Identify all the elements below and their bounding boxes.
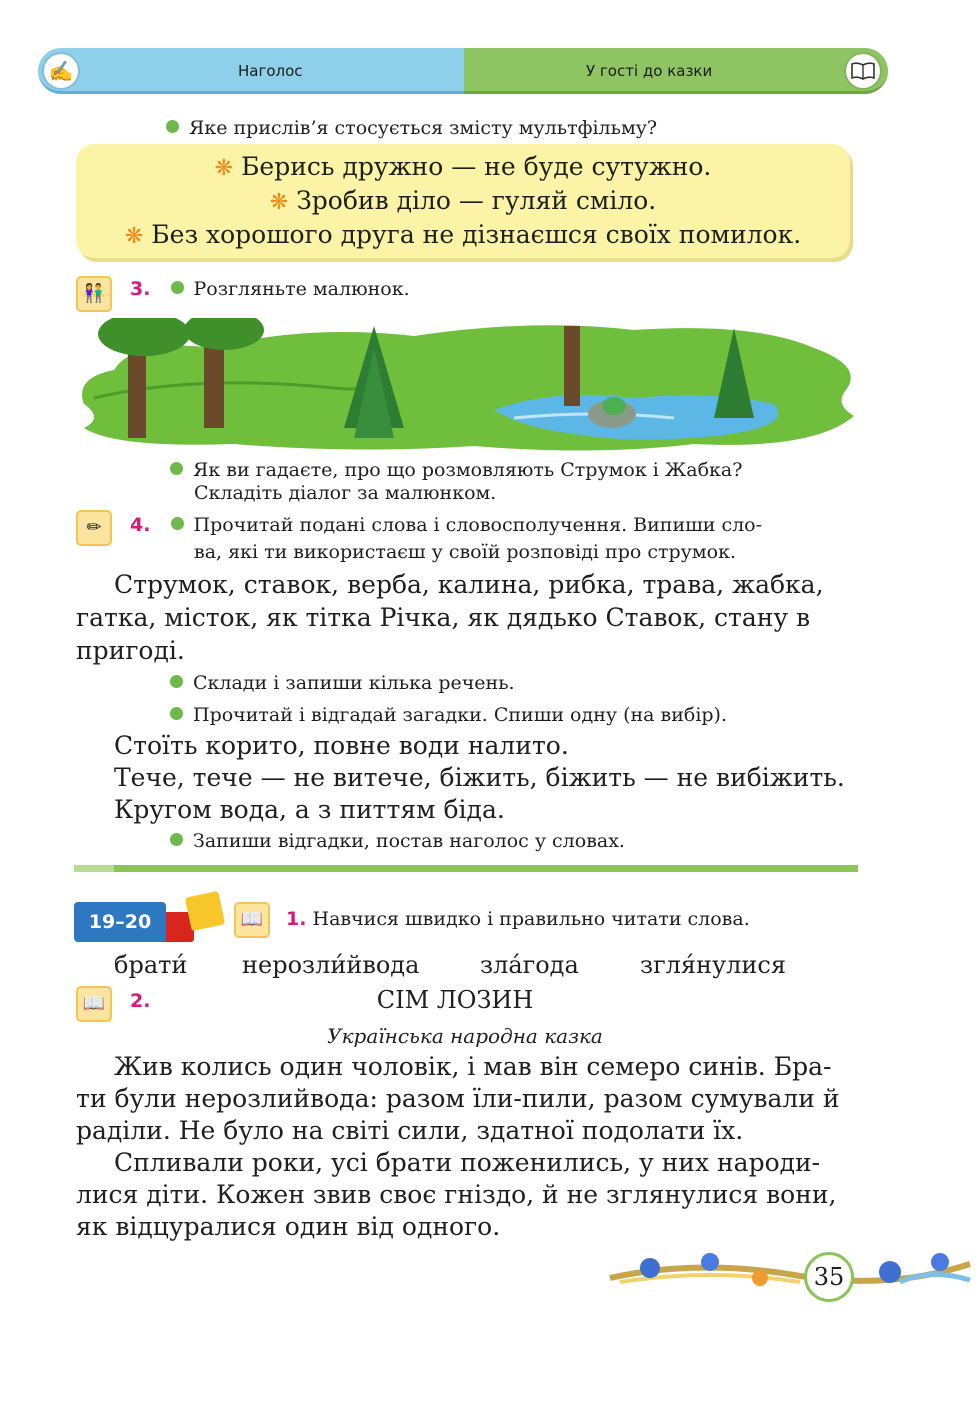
task-3	[130, 278, 410, 300]
task-2-number: 2.	[130, 990, 151, 1012]
flower-icon: ❋	[269, 190, 289, 215]
open-book-icon	[846, 54, 880, 88]
riddle-3: Кругом вода, а з питтям біда.	[114, 795, 505, 824]
story-line-4: Спливали роки, усі брати поженились, у них народи-	[114, 1148, 821, 1177]
proverb-question	[166, 117, 657, 139]
stress-word-4: згля́нулися	[640, 951, 786, 979]
task-1	[286, 908, 750, 930]
words-line-2: гатка, місток, як тітка Річка, як дядько Ставок, стану в	[76, 603, 811, 632]
flower-icon: ❋	[124, 224, 144, 249]
story-line-3: раділи. Не було на світі сили, здатної подолати їх.	[76, 1116, 744, 1145]
proverb-1: ❋ Берись дружно — не буде сутужно.	[214, 152, 712, 181]
words-line-1: Струмок, ставок, верба, калина, рибка, трава, жабка,	[114, 570, 824, 599]
header-left-title: Наголос	[238, 62, 303, 80]
story-line-2: ти були нерозлийвода: разом їли-пили, разом сумували й	[76, 1084, 840, 1113]
bullet-compose: Склади і запиши кілька речень.	[170, 672, 515, 694]
section-divider-highlight	[74, 865, 114, 872]
proverb-2: ❋ Зробив діло — гуляй сміло.	[269, 186, 657, 215]
bullet-icon	[170, 462, 183, 475]
reading-icon: 📖	[76, 986, 112, 1022]
task-3-question: Як ви гадаєте, про що розмовляють Струмок і Жабка?	[170, 459, 742, 481]
bullet-riddles: Прочитай і відгадай загадки. Спиши одну (на вибір).	[170, 704, 727, 726]
proverbs-box	[76, 144, 850, 258]
writing-icon: ✏	[76, 510, 112, 546]
task-4-cont: ва, які ти використаєш у своїй розповіді про струмок.	[194, 541, 736, 563]
page-number: 35	[804, 1252, 854, 1302]
question-text: Яке прислів’я стосується змісту мультфільму?	[189, 117, 658, 139]
stress-word-3: зла́года	[480, 951, 579, 979]
landscape-illustration	[74, 318, 854, 456]
section-divider	[74, 865, 858, 872]
stress-word-1: брати́	[114, 951, 188, 979]
cornflower-garland-icon	[600, 1238, 978, 1308]
quill-pen-icon: ✍	[44, 54, 78, 88]
stress-word-2: нерозли́йвода	[242, 951, 420, 979]
task-3-question-cont: Складіть діалог за малюнком.	[194, 482, 497, 504]
riddle-2: Тече, тече — не витече, біжить, біжить — не вибіжить.	[114, 763, 845, 792]
page-header	[38, 48, 888, 94]
task-4: 4. Прочитай подані слова і словосполучення. Випиши сло-	[130, 514, 763, 536]
bullet-icon	[170, 675, 183, 688]
story-title: СІМ ЛОЗИН	[376, 986, 534, 1014]
bullet-icon	[170, 833, 183, 846]
words-line-3: пригоді.	[76, 636, 185, 665]
proverb-3: ❋ Без хорошого друга не дізнаєшся своїх помилок.	[124, 220, 802, 249]
bullet-icon	[170, 707, 183, 720]
bullet-icon	[166, 120, 179, 133]
bullet-icon	[171, 517, 184, 530]
story-line-5: лися діти. Кожен звив своє гніздо, й не зглянулися вони,	[76, 1180, 837, 1209]
header-right-title: У гості до казки	[586, 62, 713, 80]
reading-icon: 📖	[234, 902, 270, 938]
bullet-answers: Запиши відгадки, постав наголос у словах.	[170, 830, 625, 852]
task-text: Розгляньте малюнок.	[193, 278, 410, 300]
flower-icon: ❋	[214, 156, 234, 181]
riddle-1: Стоїть корито, повне води налито.	[114, 731, 569, 760]
story-line-6: як відцуралися один від одного.	[76, 1212, 501, 1241]
lesson-badge: 19–20	[74, 902, 166, 942]
bullet-icon	[171, 281, 184, 294]
task-text: Навчися швидко і правильно читати слова.	[312, 908, 750, 930]
task-number: 4.	[130, 514, 151, 536]
pair-work-icon: 👫	[76, 276, 112, 312]
task-number: 3.	[130, 278, 151, 300]
task-number: 1.	[286, 908, 307, 930]
story-subtitle: Українська народна казка	[327, 1024, 603, 1048]
lego-brick-yellow-icon	[185, 891, 225, 931]
story-line-1: Жив колись один чоловік, і мав він семеро синів. Бра-	[114, 1052, 832, 1081]
